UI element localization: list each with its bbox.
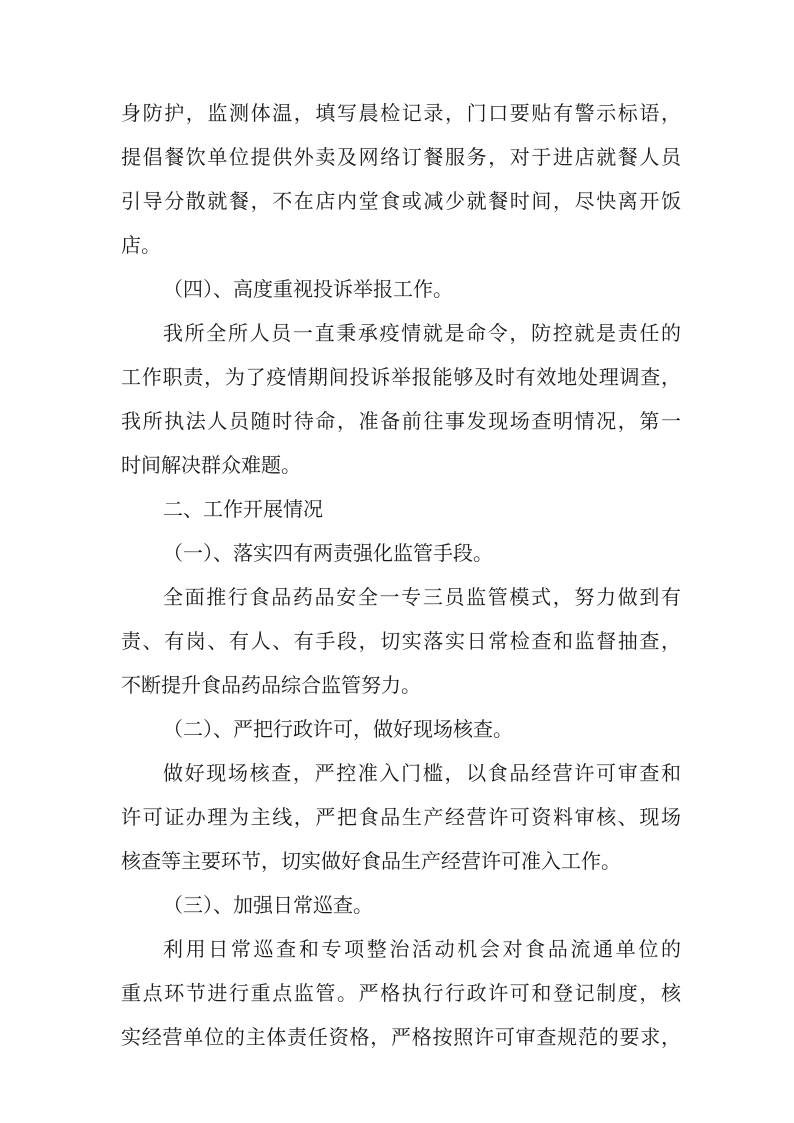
paragraph-line: 做好现场核查，严控准入门槛，以食品经营许可审查和 xyxy=(163,761,681,785)
paragraph-line: 核查等主要环节，切实做好食品生产经营许可准入工作。 xyxy=(121,849,621,873)
paragraph-line: 实经营单位的主体责任资格，严格按照许可审查规范的要求， xyxy=(121,1025,681,1049)
paragraph-line: 身防护，监测体温，填写晨检记录，门口要贴有警示标语， xyxy=(121,101,681,125)
paragraph-line: 责、有岗、有人、有手段，切实落实日常检查和监督抽查， xyxy=(121,629,681,653)
section-heading: （四）、高度重视投诉举报工作。 xyxy=(163,277,453,301)
paragraph-line: 我所执法人员随时待命，准备前往事发现场查明情况，第一 xyxy=(121,409,681,433)
paragraph-line: 店。 xyxy=(121,233,161,257)
paragraph-line: 我所全所人员一直秉承疫情就是命令，防控就是责任的 xyxy=(163,321,681,345)
paragraph-line: 利用日常巡查和专项整治活动机会对食品流通单位的 xyxy=(163,937,681,961)
paragraph-line: 全面推行食品药品安全一专三员监管模式，努力做到有 xyxy=(163,585,681,609)
section-heading: （二）、严把行政许可，做好现场核查。 xyxy=(163,717,513,741)
paragraph-line: 时间解决群众难题。 xyxy=(121,453,301,477)
paragraph-line: 许可证办理为主线，严把食品生产经营许可资料审核、现场 xyxy=(121,805,681,829)
paragraph-line: 提倡餐饮单位提供外卖及网络订餐服务，对于进店就餐人员 xyxy=(121,145,681,169)
section-heading: （一）、落实四有两责强化监管手段。 xyxy=(163,541,493,565)
paragraph-line: 工作职责，为了疫情期间投诉举报能够及时有效地处理调查， xyxy=(121,365,681,389)
paragraph-line: 引导分散就餐，不在店内堂食或减少就餐时间，尽快离开饭 xyxy=(121,189,681,213)
paragraph-line: 重点环节进行重点监管。严格执行行政许可和登记制度，核 xyxy=(121,981,681,1005)
paragraph-line: 不断提升食品药品综合监管努力。 xyxy=(121,673,421,697)
chapter-heading: 二、工作开展情况 xyxy=(163,497,323,521)
section-heading: （三）、加强日常巡查。 xyxy=(163,893,373,917)
